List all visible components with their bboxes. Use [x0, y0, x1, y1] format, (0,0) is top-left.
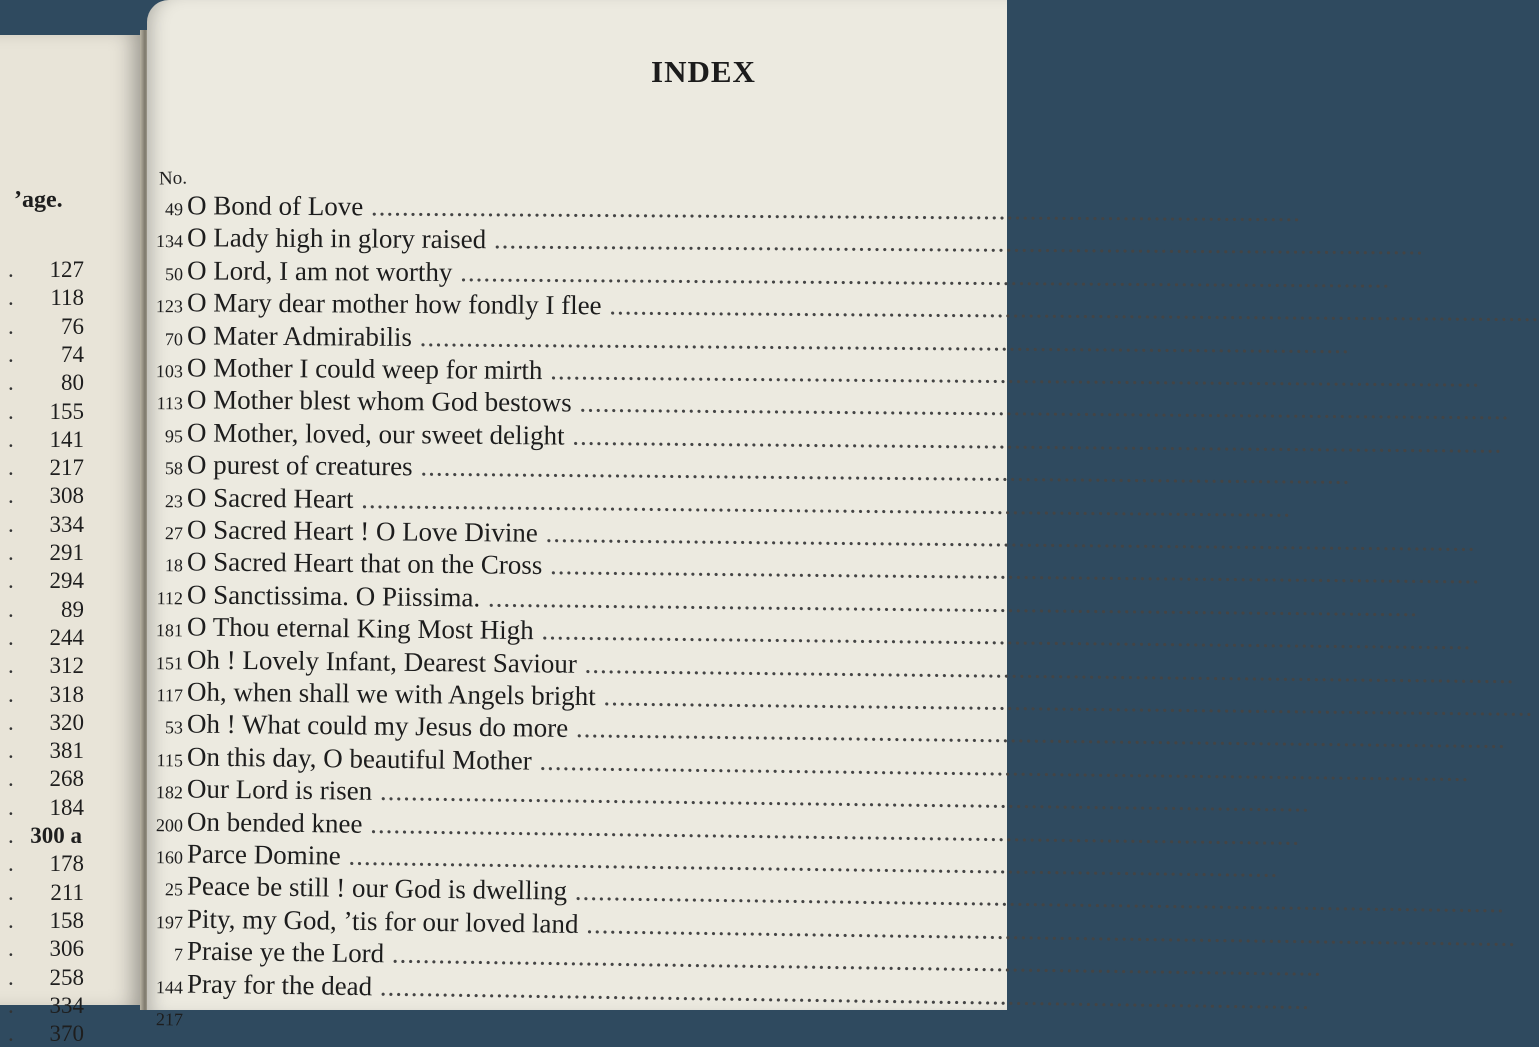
hymn-number: 23 [164, 490, 184, 511]
hymn-title: O Lady high in glory raised [186, 222, 487, 255]
leader-dot: . [8, 257, 14, 282]
leader-dots: ........................................................................................................................ [372, 775, 1311, 818]
leader-dot: . [8, 596, 14, 622]
leader-dots: ........................................................................................................................ [383, 938, 1323, 982]
hymn-title: O Bond of Love [186, 190, 364, 222]
hymn-number: 25 [164, 879, 184, 900]
leader-dot: . [8, 313, 14, 339]
entry-line [186, 449, 1351, 490]
hymn-title: O Sacred Heart that on the Cross [186, 546, 543, 581]
leader-dot: . [8, 653, 14, 679]
page-number: 381 [49, 738, 84, 764]
hymn-number: 50 [164, 263, 184, 285]
leader-dot: . [8, 709, 14, 735]
entry-line [186, 222, 1425, 261]
hymn-title: O Thou eternal King Most High [186, 611, 534, 646]
leader-dot: . [8, 398, 14, 424]
leader-dot: . [8, 823, 14, 848]
hymn-title: Parce Domine [186, 838, 341, 871]
hymn-number: 123 [155, 296, 184, 317]
leader-dots: ........................................................................................................................ [362, 808, 1301, 851]
entry-line [186, 287, 1539, 328]
hymn-title: On this day, O beautiful Mother [186, 741, 532, 776]
entry-line [186, 319, 1350, 359]
leader-dots: ........................................................................................................................ [568, 713, 1507, 755]
hymn-number: 113 [156, 393, 184, 414]
hymn-title: Peace be still ! our God is dwelling [186, 870, 568, 907]
entry-line [186, 384, 1510, 426]
page-number: 320 [49, 709, 84, 735]
leader-dots: ........................................................................................................................ [542, 355, 1481, 393]
hymn-title: O Mother I could weep for mirth [186, 352, 543, 386]
hymn-number: 27 [164, 523, 184, 544]
leader-dot: . [8, 483, 14, 509]
page-number: 158 [49, 907, 84, 933]
page-number: 184 [49, 794, 84, 820]
leader-dot: . [8, 851, 14, 877]
page-number: 334 [49, 511, 84, 537]
leader-dots: ........................................................................................................................ [542, 550, 1481, 590]
page-number: 370 [49, 1021, 84, 1047]
page-number: 211 [50, 879, 84, 905]
page-number: 89 [61, 596, 84, 622]
hymn-title: Praise ye the Lord [186, 935, 385, 969]
entry-line [186, 255, 1391, 294]
hymn-number: 134 [155, 231, 184, 252]
leader-dot: . [8, 341, 14, 367]
leader-dot: . [8, 511, 14, 537]
page-number: 155 [49, 398, 84, 424]
page-number: 306 [49, 936, 84, 962]
page-number: 334 [49, 992, 84, 1018]
entry-line [186, 417, 1503, 459]
leader-dot: . [8, 766, 14, 792]
leader-dots: ........................................................................................................................ [371, 970, 1311, 1015]
leader-dot: . [8, 879, 14, 905]
hymn-title: On bended knee [186, 806, 363, 839]
leader-dot: . [8, 992, 14, 1018]
leader-dots: ........................................................................................................................ [564, 420, 1503, 459]
leader-dots: ........................................................................................................................ [480, 582, 1419, 622]
leader-dots: ........................................................................................................................ [531, 745, 1470, 787]
index-entry [147, 190, 1302, 228]
page-number: 244 [49, 624, 84, 650]
hymn-number: 18 [164, 555, 184, 576]
hymn-title: O Sacred Heart [186, 481, 354, 514]
hymn-number: 200 [155, 814, 184, 836]
hymn-number: 181 [155, 620, 184, 641]
leader-dot: . [8, 426, 14, 452]
leader-dot: . [8, 455, 14, 481]
hymn-title: O purest of creatures [186, 449, 413, 482]
leader-dot: . [8, 540, 14, 565]
page-number: 300 a [30, 823, 82, 848]
leader-dots: ........................................................................................................................ [576, 648, 1515, 689]
leader-dots: ........................................................................................................................ [486, 224, 1425, 261]
page-number: 294 [49, 568, 84, 594]
page-number: 217 [49, 455, 84, 481]
hymn-number: 103 [155, 361, 184, 382]
hymn-title: Oh ! Lovely Infant, Dearest Saviour [186, 644, 578, 679]
hymn-title: O Mater Admirabilis [186, 319, 413, 352]
hymn-title: O Mary dear mother how fondly I flee [186, 287, 602, 321]
page-number: 80 [61, 370, 84, 396]
leader-dots: ........................................................................................................................ [595, 681, 1534, 722]
hymn-number: 7 [173, 944, 184, 965]
leader-dots: ........................................................................................................................ [578, 908, 1517, 952]
hymn-number: 58 [164, 458, 184, 479]
leader-dots: ........................................................................................................................ [571, 387, 1510, 426]
page-number: 76 [61, 313, 84, 339]
page-number: 258 [49, 964, 84, 990]
hymn-number: 160 [155, 847, 184, 868]
page-number: 74 [61, 341, 84, 367]
hymn-number: 144 [155, 976, 184, 998]
leader-dots: ........................................................................................................................ [533, 615, 1472, 656]
page-number: 118 [50, 285, 84, 311]
page-number: 291 [49, 540, 84, 565]
hymn-number: 151 [155, 652, 184, 673]
page-number: 318 [49, 681, 84, 707]
hymn-number: 182 [155, 782, 184, 803]
leader-dot: . [8, 794, 14, 820]
leader-dots: ........................................................................................................................ [537, 517, 1476, 557]
leader-dots: ........................................................................................................................ [411, 321, 1350, 359]
hymn-number: 49 [164, 199, 184, 220]
page-number: 127 [49, 257, 84, 282]
hymn-number: 115 [156, 749, 184, 771]
hymn-title: O Sanctissima. O Piissima. [186, 579, 481, 613]
index-entry [147, 222, 1425, 261]
page-number: 268 [49, 766, 84, 792]
hymn-title: O Mother blest whom God bestows [186, 384, 572, 418]
hymn-number: 117 [156, 685, 184, 706]
number-column-label: No. [158, 167, 188, 190]
leader-dot: . [8, 964, 14, 990]
leader-dot: . [8, 1021, 14, 1047]
entry-line [186, 190, 1302, 228]
page-number: 178 [49, 851, 84, 877]
hymn-title: Our Lord is risen [186, 773, 373, 806]
leader-dot: . [8, 681, 14, 707]
page-number: 312 [49, 653, 84, 679]
leader-dot: . [8, 738, 14, 764]
page-title: INDEX [651, 54, 756, 89]
leader-dots: ........................................................................................................................ [363, 191, 1302, 228]
leader-dots: ........................................................................................................................ [601, 290, 1539, 328]
index-entry [147, 287, 1539, 328]
leader-dot: . [8, 936, 14, 962]
page-column-label: ’age. [14, 187, 63, 213]
hymn-title: O Mother, loved, our sweet delight [186, 417, 565, 451]
hymn-number: 53 [164, 717, 184, 738]
leader-dot: . [8, 285, 14, 311]
leader-dot: . [8, 624, 14, 650]
leader-dots: ........................................................................................................................ [452, 256, 1391, 294]
leader-dot: . [8, 370, 14, 396]
page-number: 141 [49, 426, 84, 452]
hymn-title: Pity, my God, ’tis for our loved land [186, 903, 579, 939]
left-page [0, 35, 142, 1047]
page-number: 308 [49, 483, 84, 509]
hymn-title: O Sacred Heart ! O Love Divine [186, 514, 539, 548]
hymn-number: 70 [164, 328, 184, 349]
hymn-number: 217 [155, 1009, 184, 1030]
entry-line [186, 352, 1481, 393]
hymn-title: Oh, when shall we with Angels bright [186, 676, 596, 712]
hymn-title: Pray for the dead [186, 968, 373, 1001]
leader-dots: ........................................................................................................................ [340, 840, 1279, 883]
hymn-title: Oh ! What could my Jesus do more [186, 708, 569, 744]
hymn-number: 112 [156, 587, 184, 609]
leader-dots: ........................................................................................................................ [566, 876, 1506, 919]
hymn-number: 95 [164, 425, 184, 447]
leader-dot: . [8, 907, 14, 933]
hymn-number: 197 [155, 911, 184, 933]
leader-dots: ........................................................................................................................ [353, 483, 1292, 523]
hymn-title: O Lord, I am not worthy [186, 255, 453, 287]
leader-dots: ........................................................................................................................ [412, 451, 1351, 490]
leader-dot: . [8, 568, 14, 594]
right-page [147, 0, 1539, 1030]
